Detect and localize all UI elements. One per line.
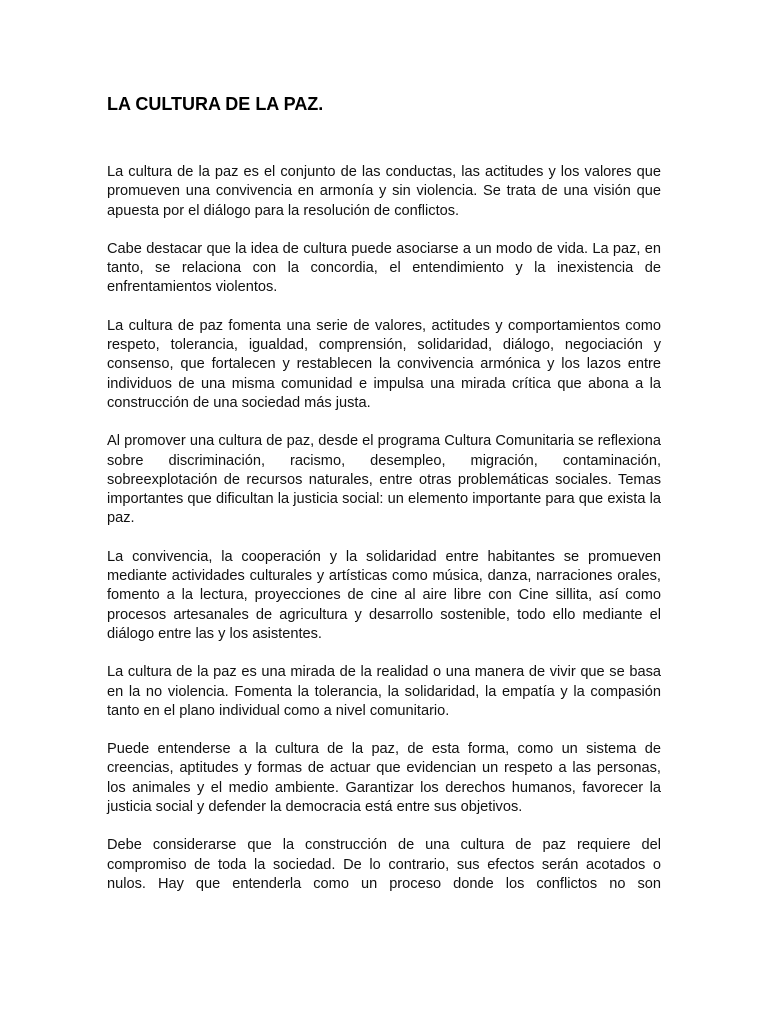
document-content [107, 92, 661, 913]
paragraph-community-program: Al promover una cultura de paz, desde el programa Cultura Comunitaria se reflexiona sobre discriminación, racismo, desempleo, migración, contaminación, sobreexplotación de recursos naturales, entre otras problemáticas sociales. Temas importantes que dificultan la justicia social: un elemento importante para que exista la paz. [107, 433, 661, 527]
paragraph-coexistence: La convivencia, la cooperación y la solidaridad entre habitantes se promueven mediante actividades culturales y artísticas como música, danza, narraciones orales, fomento a la lectura, proyecciones de cine al aire libre con Cine sillita, así como procesos artesanales de agricultura y desarrollo sostenible, todo ello mediante el diálogo entre las y los asistentes. [107, 548, 661, 642]
document-title: LA CULTURA DE LA PAZ. [107, 94, 324, 114]
document-body [107, 163, 661, 894]
paragraph-nonviolence: La cultura de la paz es una mirada de la realidad o una manera de vivir que se basa en la no violencia. Fomenta la tolerancia, la solidaridad, la empatía y la compasión tanto en el plano individual como a nivel comunitario. [107, 664, 661, 719]
paragraph-way-of-life: Cabe destacar que la idea de cultura puede asociarse a un modo de vida. La paz, en tanto, se relaciona con la concordia, el entendimiento y la inexistencia de enfrentamientos violentos. [107, 240, 661, 296]
paragraph-belief-system: Puede entenderse a la cultura de la paz, de esta forma, como un sistema de creencias, aptitudes y formas de actuar que evidencian un respeto a las personas, los animales y el medio ambiente. Garantizar los derechos humanos, favorecer la justicia social y defender la democracia está entre sus objetivos. [107, 741, 661, 816]
paragraph-commitment: Debe considerarse que la construcción de una cultura de paz requiere del compromiso de toda la sociedad. De lo contrario, sus efectos serán acotados o nulos. Hay que entenderla como un proceso donde los conflictos no son [107, 837, 661, 892]
paragraph-definition: La cultura de la paz es el conjunto de las conductas, las actitudes y los valores que promueven una convivencia en armonía y sin violencia. Se trata de una visión que apuesta por el diálogo para la resolución de conflictos. [107, 164, 661, 219]
paragraph-values: La cultura de paz fomenta una serie de valores, actitudes y comportamientos como respeto, tolerancia, igualdad, comprensión, solidaridad, diálogo, negociación y consenso, que fortalecen y restablecen la convivencia armónica y los lazos entre individuos de una misma comunidad e impulsa una mirada crítica que abona a la construcción de una sociedad más justa. [107, 317, 661, 411]
